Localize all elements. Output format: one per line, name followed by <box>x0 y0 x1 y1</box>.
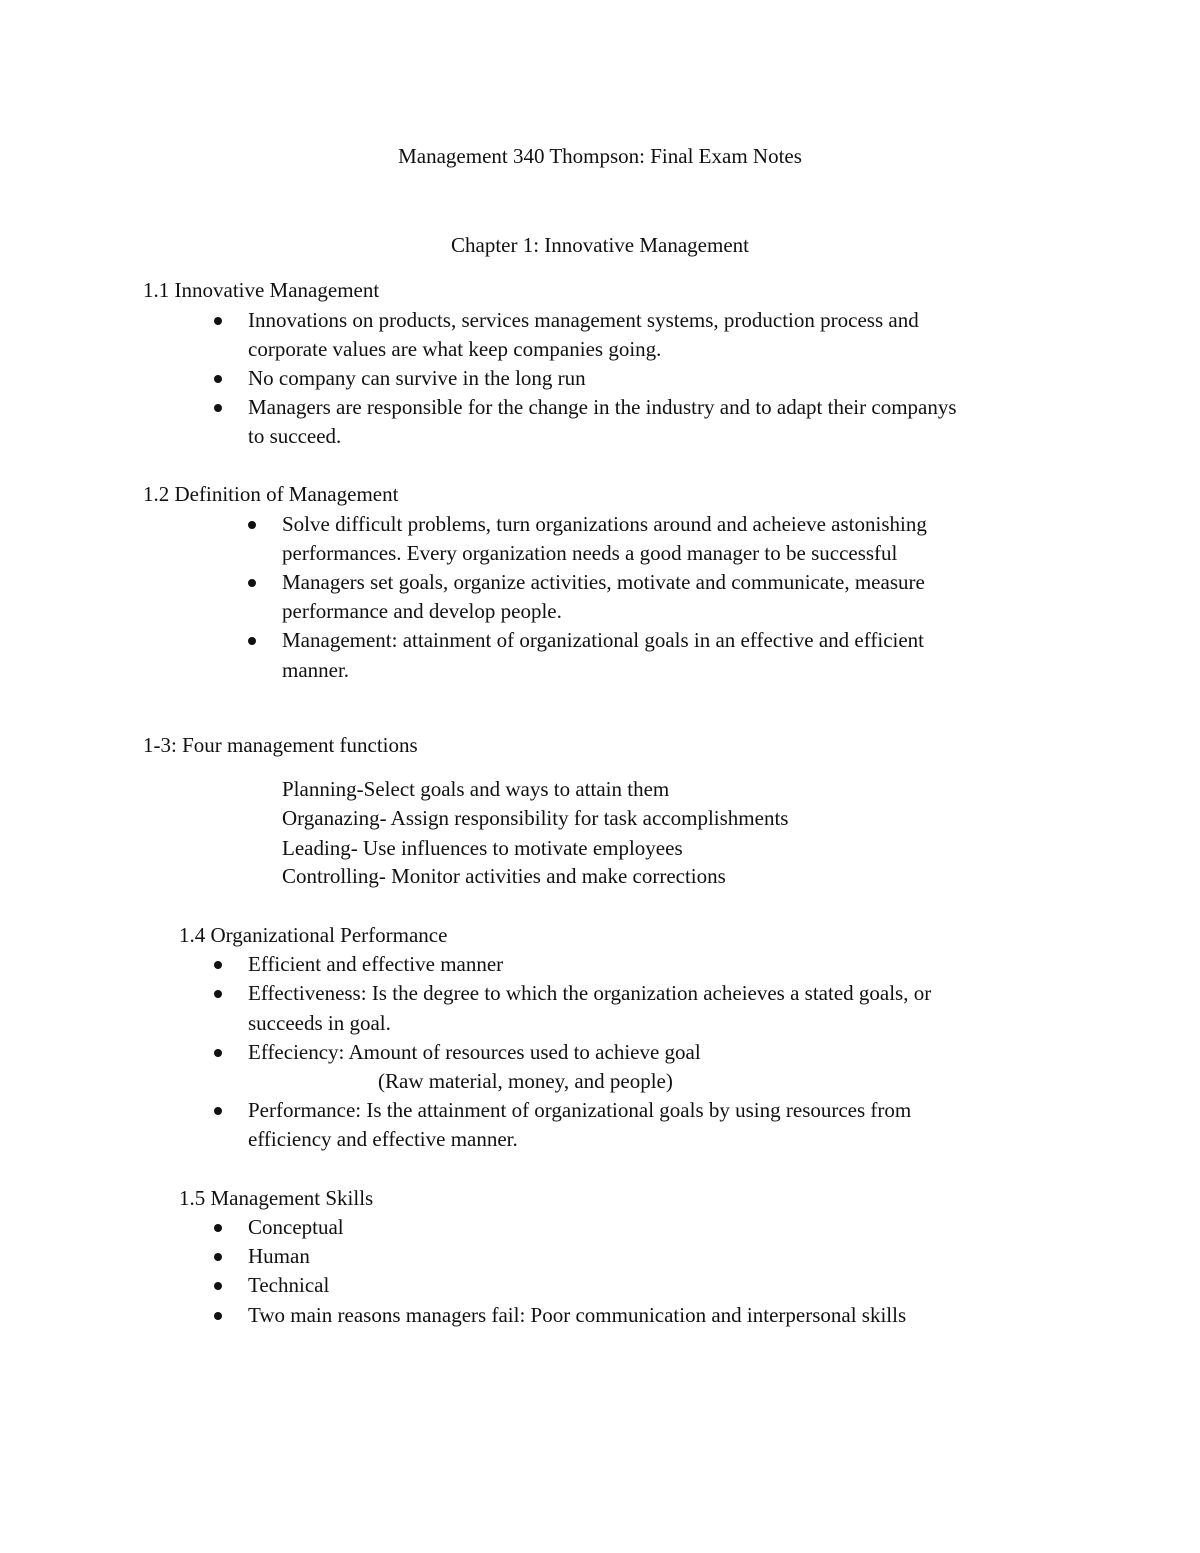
list-item-text: succeeds in goal. <box>248 1011 391 1035</box>
list-item-text: performances. Every organization needs a good manager to be successful <box>282 541 898 565</box>
bullet-icon <box>248 579 256 587</box>
list-item-text: manner. <box>282 658 350 682</box>
bullet-icon <box>214 1049 222 1057</box>
list-item-text: corporate values are what keep companies going. <box>248 337 662 361</box>
function-item-planning: Planning-Select goals and ways to attain them <box>282 777 670 801</box>
bullet-icon <box>214 961 222 969</box>
bullet-icon <box>248 521 256 529</box>
list-item-text: Technical <box>248 1273 330 1297</box>
list-item-text: No company can survive in the long run <box>248 366 586 390</box>
section-heading-1-4: 1.4 Organizational Performance <box>179 923 448 947</box>
bullet-icon <box>248 637 256 645</box>
bullet-icon <box>214 1107 222 1115</box>
bullet-icon <box>214 1312 222 1320</box>
bullet-icon <box>214 1282 222 1290</box>
function-item-leading: Leading- Use influences to motivate employees <box>282 836 683 860</box>
list-item-text: Innovations on products, services management systems, production process and <box>248 308 919 332</box>
list-item-text: Efficient and effective manner <box>248 952 504 976</box>
list-item-text: to succeed. <box>248 424 342 448</box>
bullet-icon <box>214 1224 222 1232</box>
list-item-text: Managers set goals, organize activities, motivate and communicate, measure <box>282 570 925 594</box>
bullet-icon <box>214 375 222 383</box>
list-item-text: Managers are responsible for the change in the industry and to adapt their companys <box>248 395 957 419</box>
list-item-text: Solve difficult problems, turn organizations around and acheieve astonishing <box>282 512 927 536</box>
bullet-icon <box>214 990 222 998</box>
list-item-text: Conceptual <box>248 1215 344 1239</box>
section-heading-1-3: 1-3: Four management functions <box>143 733 418 757</box>
list-item-text: Performance: Is the attainment of organizational goals by using resources from <box>248 1098 912 1122</box>
chapter-heading: Chapter 1: Innovative Management <box>451 233 749 257</box>
list-item-text: Management: attainment of organizational goals in an effective and efficient <box>282 628 925 652</box>
list-item-text: Effeciency: Amount of resources used to achieve goal <box>248 1040 701 1064</box>
list-item-text: Two main reasons managers fail: Poor communication and interpersonal skills <box>248 1303 907 1327</box>
list-item-text: (Raw material, money, and people) <box>378 1069 673 1093</box>
function-item-controlling: Controlling- Monitor activities and make corrections <box>282 864 726 888</box>
list-item-text: Human <box>248 1244 310 1268</box>
section-heading-1-1: 1.1 Innovative Management <box>143 278 380 302</box>
section-heading-1-5: 1.5 Management Skills <box>179 1186 374 1210</box>
list-item-text: performance and develop people. <box>282 599 562 623</box>
list-item-text: Effectiveness: Is the degree to which the organization acheieves a stated goals, or <box>248 981 932 1005</box>
bullet-icon <box>214 404 222 412</box>
section-heading-1-2: 1.2 Definition of Management <box>143 482 399 506</box>
document-title: Management 340 Thompson: Final Exam Notes <box>398 144 802 168</box>
function-item-organizing: Organazing- Assign responsibility for task accomplishments <box>282 806 789 830</box>
bullet-icon <box>214 317 222 325</box>
bullet-icon <box>214 1253 222 1261</box>
list-item-text: efficiency and effective manner. <box>248 1127 518 1151</box>
